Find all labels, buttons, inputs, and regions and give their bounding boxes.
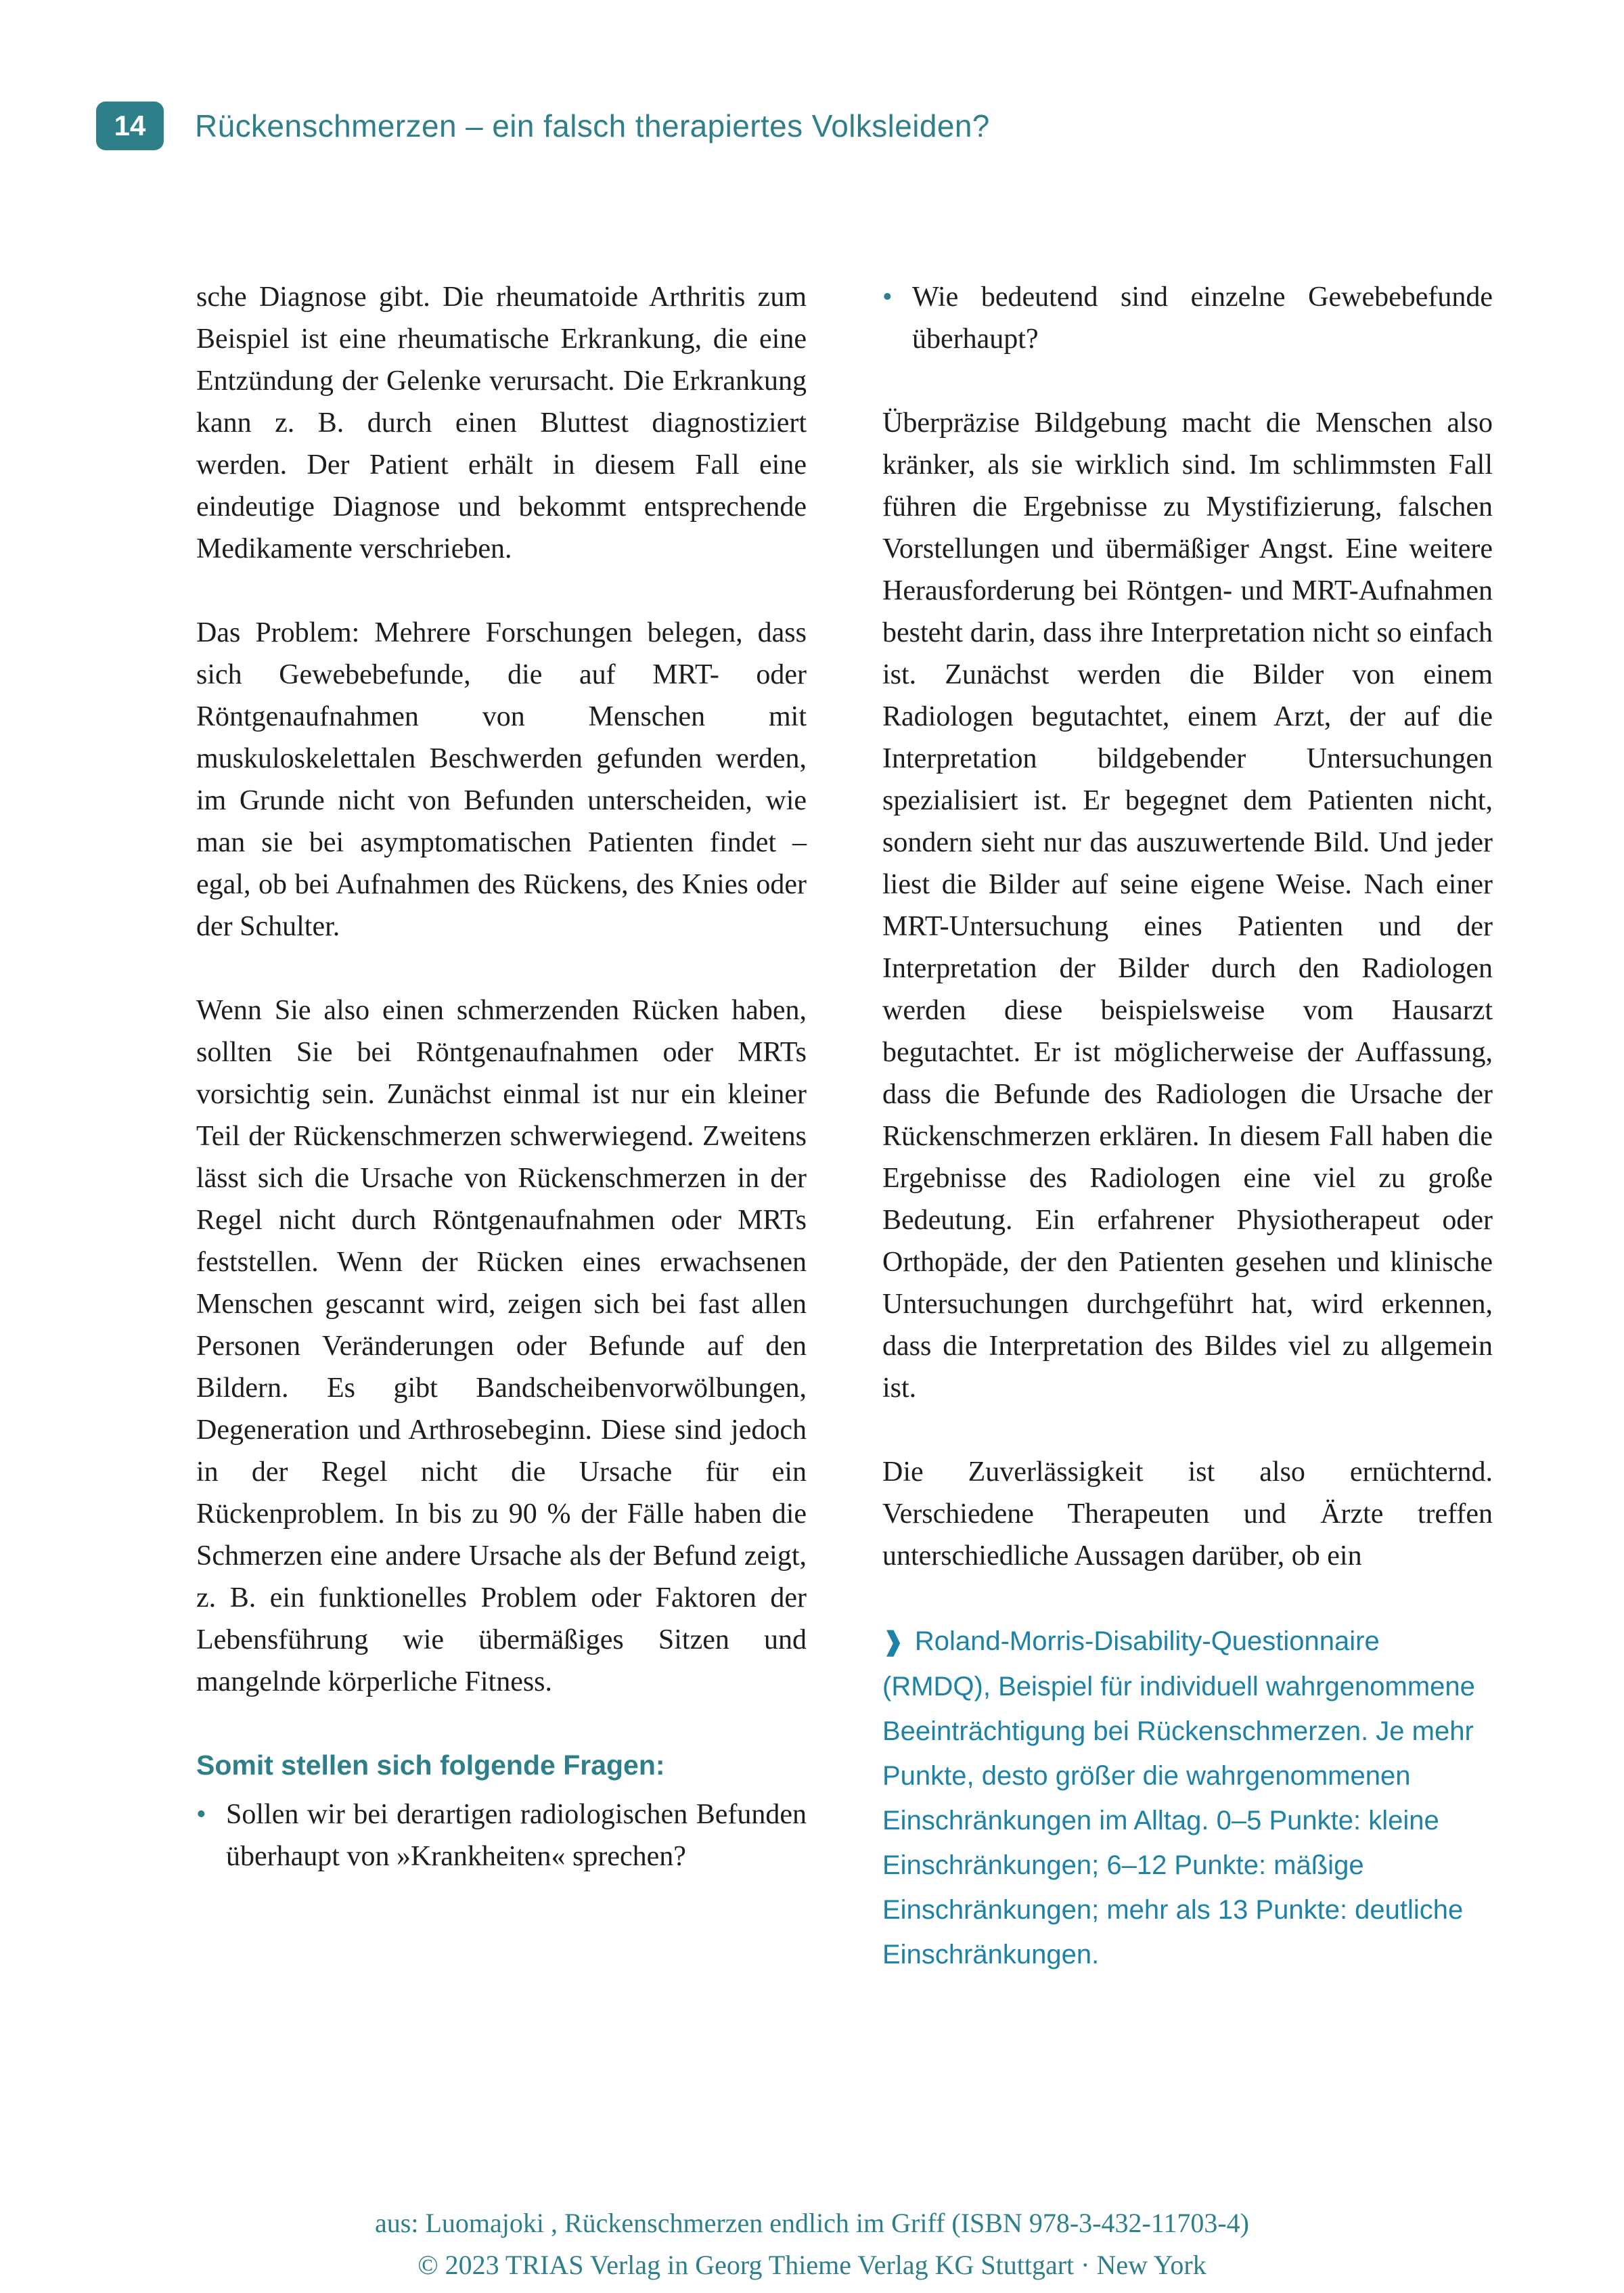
paragraph: Die Zuverlässigkeit ist also ernüchternd. Verschiedene Therapeuten und Ärzte treffen unterschiedliche Aussagen darüber, ob ein — [882, 1456, 1493, 1572]
left-column — [196, 276, 807, 1977]
footer-copyright-line: © 2023 TRIAS Verlag in Georg Thieme Verlag KG Stuttgart · New York — [418, 2250, 1206, 2280]
paragraph: Wenn Sie also einen schmerzenden Rücken haben, sollten Sie bei Röntgenaufnahmen oder MRTs vorsichtig sein. Zunächst einmal ist nur ein kleiner Teil der Rückenschmerzen schwerwiegend. Zweitens lässt sich die Ursache von Rückenschmerzen in der Regel nicht durch Röntgenaufnahmen oder MRTs feststellen. Wenn der Rücken eines erwachsenen Menschen gescannt wird, zeigen sich bei fast allen Personen Veränderungen oder Befunde auf den Bildern. Es gibt Bandscheibenvorwölbungen, Degeneration und Arthrosebeginn. Diese sind jedoch in der Regel nicht die Ursache für ein Rückenproblem. In bis zu 90 % der Fälle haben die Schmerzen eine andere Ursache als der Befund zeigt, z. B. ein funktionelles Problem oder Faktoren der Lebensführung wie übermäßiges Sitzen und mangelnde körperliche Fitness. — [196, 995, 807, 1697]
list-item — [196, 1794, 807, 1877]
bullet-text: Wie bedeutend sind einzelne Gewebebefunde überhaupt? — [912, 282, 1493, 355]
list-item — [882, 276, 1493, 360]
page-footer — [0, 2202, 1624, 2286]
note-arrow-icon: ❱ — [882, 1628, 904, 1656]
paragraph: Überpräzise Bildgebung macht die Menschen also kränker, als sie wirklich sind. Im schlimmsten Fall führen die Ergebnisse zu Mystifizierung, falschen Vorstellungen und übermäßiger Angst. Eine weitere Herausforderung bei Röntgen- und MRT-Aufnahmen besteht darin, dass ihre Interpretation nicht so einfach ist. Zunächst werden die Bilder von einem Radiologen begutachtet, einem Arzt, der auf die Interpretation bildgebender Untersuchungen spezialisiert ist. Er begegnet dem Patienten nicht, sondern sieht nur das auszuwertende Bild. Und jeder liest die Bilder auf seine eigene Weise. Nach einer MRT-Untersuchung eines Patienten und der Interpretation der Bilder durch den Radiologen werden diese beispielsweise vom Hausarzt begutachtet. Er ist möglicherweise der Auffassung, dass die Befunde des Radiologen die Ursache der Rückenschmerzen erklären. In diesem Fall haben die Ergebnisse des Radiologen eine viel zu große Bedeutung. Ein erfahrener Physiotherapeut oder Orthopäde, der den Patienten gesehen und klinische Untersuchungen durchgeführt hat, wird erkennen, dass die Interpretation des Bildes viel zu allgemein ist. — [882, 407, 1493, 1404]
chapter-title: Rückenschmerzen – ein falsch therapiertes Volksleiden? — [195, 108, 990, 143]
bullet-text: Sollen wir bei derartigen radiologischen Befunden überhaupt von »Krankheiten« sprechen? — [226, 1799, 807, 1872]
note-text: Roland-Morris-Disability-Questionnaire (RMDQ), Beispiel für individuell wahrgenommene Beeinträchtigung bei Rückenschmerzen. Je mehr Punkte, desto größer die wahrgenommenen Einschränkungen im Alltag. 0–5 Punkte: kleine Einschränkungen; 6–12 Punkte: mäßige Einschränkungen; mehr als 13 Punkte: deutliche Einschränkungen. — [882, 1626, 1475, 1969]
right-column — [882, 276, 1493, 1977]
page-number-badge — [96, 102, 164, 150]
paragraph: Das Problem: Mehrere Forschungen belegen, dass sich Gewebebefunde, die auf MRT- oder Röntgenaufnahmen von Menschen mit muskuloskelettalen Beschwerden gefunden werden, im Grunde nicht von Befunden unterscheiden, wie man sie bei asymptomatischen Patienten findet – egal, ob bei Aufnahmen des Rückens, des Knies oder der Schulter. — [196, 617, 807, 942]
bullet-icon: • — [882, 282, 893, 313]
paragraph: sche Diagnose gibt. Die rheumatoide Arthritis zum Beispiel ist eine rheumatische Erkrankung, die eine Entzündung der Gelenke verursacht. Die Erkrankung kann z. B. durch einen Bluttest diagnostiziert werden. Der Patient erhält in diesem Fall eine eindeutige Diagnose und bekommt entsprechende Medikamente verschrieben. — [196, 282, 807, 564]
questions-heading: Somit stellen sich folgende Fragen: — [196, 1750, 665, 1781]
footer-source-line: aus: Luomajoki , Rückenschmerzen endlich im Griff (ISBN 978-3-432-11703-4) — [375, 2208, 1249, 2238]
page-header — [96, 102, 1528, 150]
bullet-icon: • — [196, 1799, 206, 1830]
page-content — [196, 276, 1493, 1977]
info-note — [882, 1619, 1493, 1977]
page-number: 14 — [114, 110, 146, 141]
